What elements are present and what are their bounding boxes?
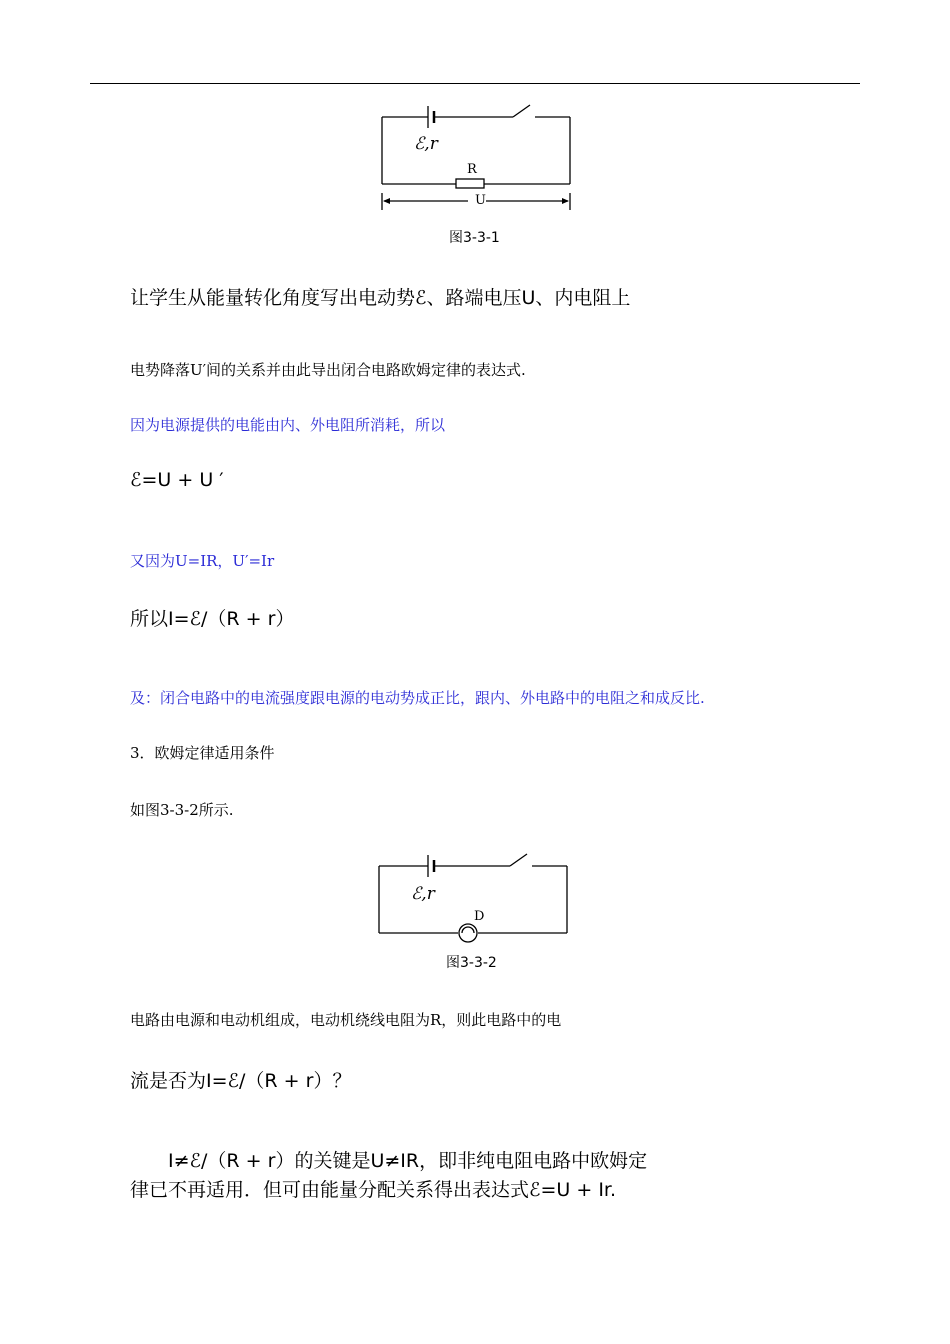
text-line-11: 流是否为I=ℰ/（R + r）？ <box>130 1070 352 1092</box>
text-line-1: 让学生从能量转化角度写出电动势ℰ、路端电压U、内电阻上 <box>130 287 631 309</box>
circuit-figure-2 <box>370 846 580 946</box>
text-line-4: ℰ=U + U ′ <box>130 469 224 491</box>
emf-label-2: ℰ,r <box>411 884 435 904</box>
text-line-9: 如图3-3-2所示. <box>130 801 234 819</box>
text-line-13: 律已不再适用．但可由能量分配关系得出表达式ℰ=U + Ir. <box>130 1179 617 1201</box>
text-line-6: 所以I=ℰ/（R + r） <box>130 608 295 630</box>
text-line-3: 因为电源提供的电能由内、外电阻所消耗，所以 <box>130 416 446 434</box>
voltage-label: U <box>475 193 486 208</box>
figure-caption-1: 图3-3-1 <box>449 230 500 246</box>
text-line-8: 3．欧姆定律适用条件 <box>130 744 275 762</box>
resistor-r <box>456 179 484 188</box>
text-line-5: 又因为U=IR，U′=Ir <box>130 552 275 570</box>
text-line-7: 及：闭合电路中的电流强度跟电源的电动势成正比，跟内、外电路中的电阻之和成反比. <box>130 689 705 707</box>
header-rule <box>90 83 860 84</box>
resistor-label: R <box>467 162 477 177</box>
switch-blade-2 <box>510 854 527 866</box>
text-line-2: 电势降落U′间的关系并由此导出闭合电路欧姆定律的表达式. <box>130 361 526 379</box>
text-line-10: 电路由电源和电动机组成，电动机绕线电阻为R，则此电路中的电 <box>130 1011 562 1029</box>
switch-blade <box>513 105 530 117</box>
motor-label: D <box>474 909 485 924</box>
emf-label-1: ℰ,r <box>414 134 438 154</box>
text-line-12: I≠ℰ/（R + r）的关键是U≠IR，即非纯电阻电路中欧姆定 <box>168 1150 648 1172</box>
figure-caption-2: 图3-3-2 <box>446 955 497 971</box>
